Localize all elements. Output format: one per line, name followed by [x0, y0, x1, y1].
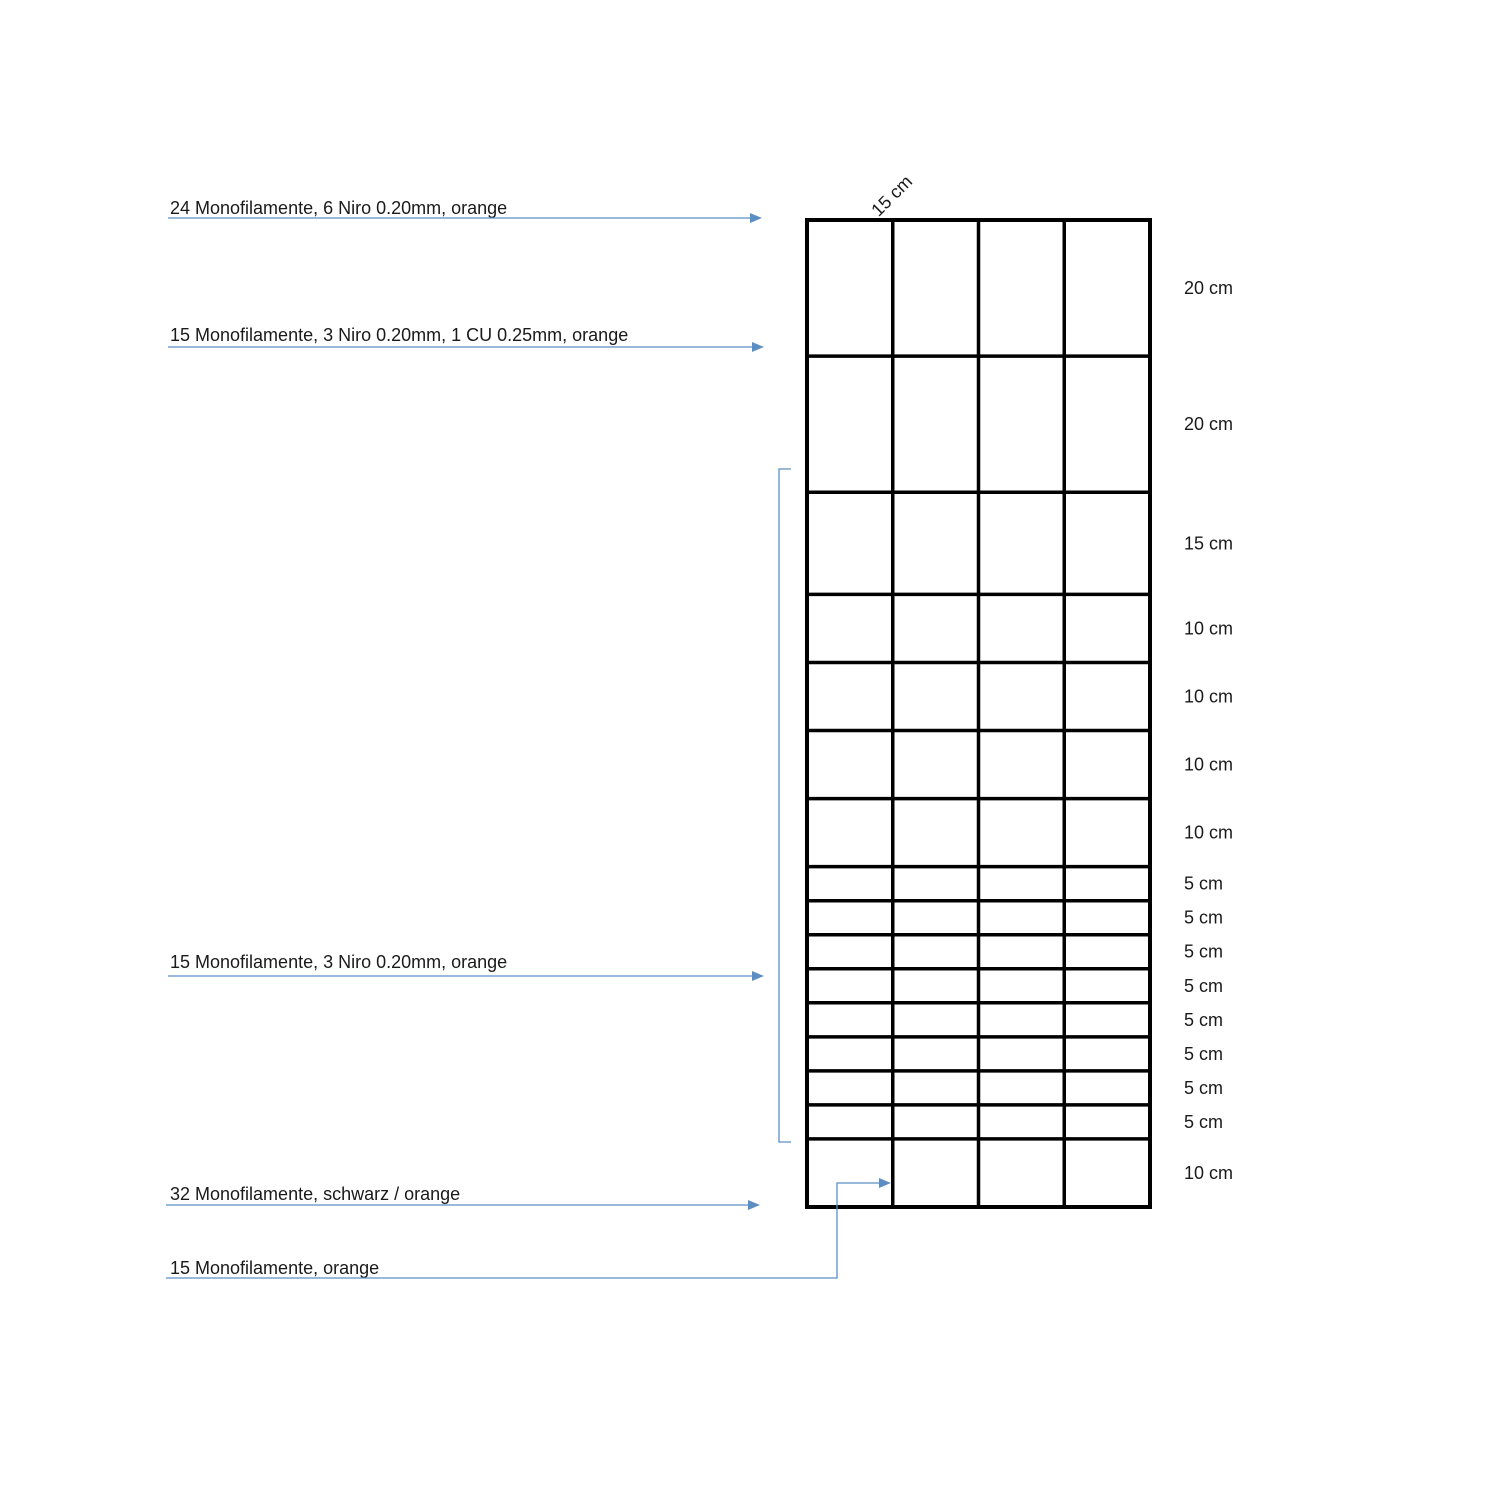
row-size-label: 20 cm: [1184, 278, 1234, 299]
callout-1-arrowhead: [750, 213, 762, 223]
callout-4-text: 32 Monofilamente, schwarz / orange: [170, 1184, 461, 1204]
row-size-label: 15 cm: [1184, 533, 1234, 554]
row-size-label: 5 cm: [1184, 1111, 1224, 1132]
top-dimension-label: 15 cm: [867, 171, 917, 221]
callout-2-text: 15 Monofilamente, 3 Niro 0.20mm, 1 CU 0.25mm, orange: [170, 325, 629, 345]
row-size-label: 5 cm: [1184, 873, 1224, 894]
callout-5-arrowhead: [879, 1178, 891, 1188]
callout-5-text: 15 Monofilamente, orange: [170, 1258, 380, 1278]
row-size-label: 5 cm: [1184, 1077, 1224, 1098]
callout-2-arrowhead: [752, 342, 764, 352]
row-size-label: 10 cm: [1184, 1162, 1234, 1183]
mesh-grid: [807, 220, 1150, 1207]
callout-3-arrowhead: [752, 971, 764, 981]
callout-3-bracket: [779, 469, 791, 1142]
row-size-label: 10 cm: [1184, 822, 1234, 843]
row-size-label: 10 cm: [1184, 686, 1234, 707]
callout-4-arrowhead: [748, 1200, 760, 1210]
callout-4: [166, 1184, 760, 1210]
row-size-label: 5 cm: [1184, 1043, 1224, 1064]
row-size-labels: [1184, 278, 1233, 1183]
row-size-label: 5 cm: [1184, 941, 1224, 962]
callout-1: [168, 198, 762, 223]
callout-2: [168, 325, 764, 352]
row-size-label: 10 cm: [1184, 754, 1234, 775]
callout-3: [168, 469, 791, 1142]
row-size-label: 5 cm: [1184, 907, 1224, 928]
row-size-label: 5 cm: [1184, 975, 1224, 996]
row-size-label: 10 cm: [1184, 618, 1234, 639]
callout-1-text: 24 Monofilamente, 6 Niro 0.20mm, orange: [170, 198, 508, 218]
row-size-label: 5 cm: [1184, 1009, 1224, 1030]
row-size-label: 20 cm: [1184, 414, 1234, 435]
callout-3-text: 15 Monofilamente, 3 Niro 0.20mm, orange: [170, 952, 508, 972]
